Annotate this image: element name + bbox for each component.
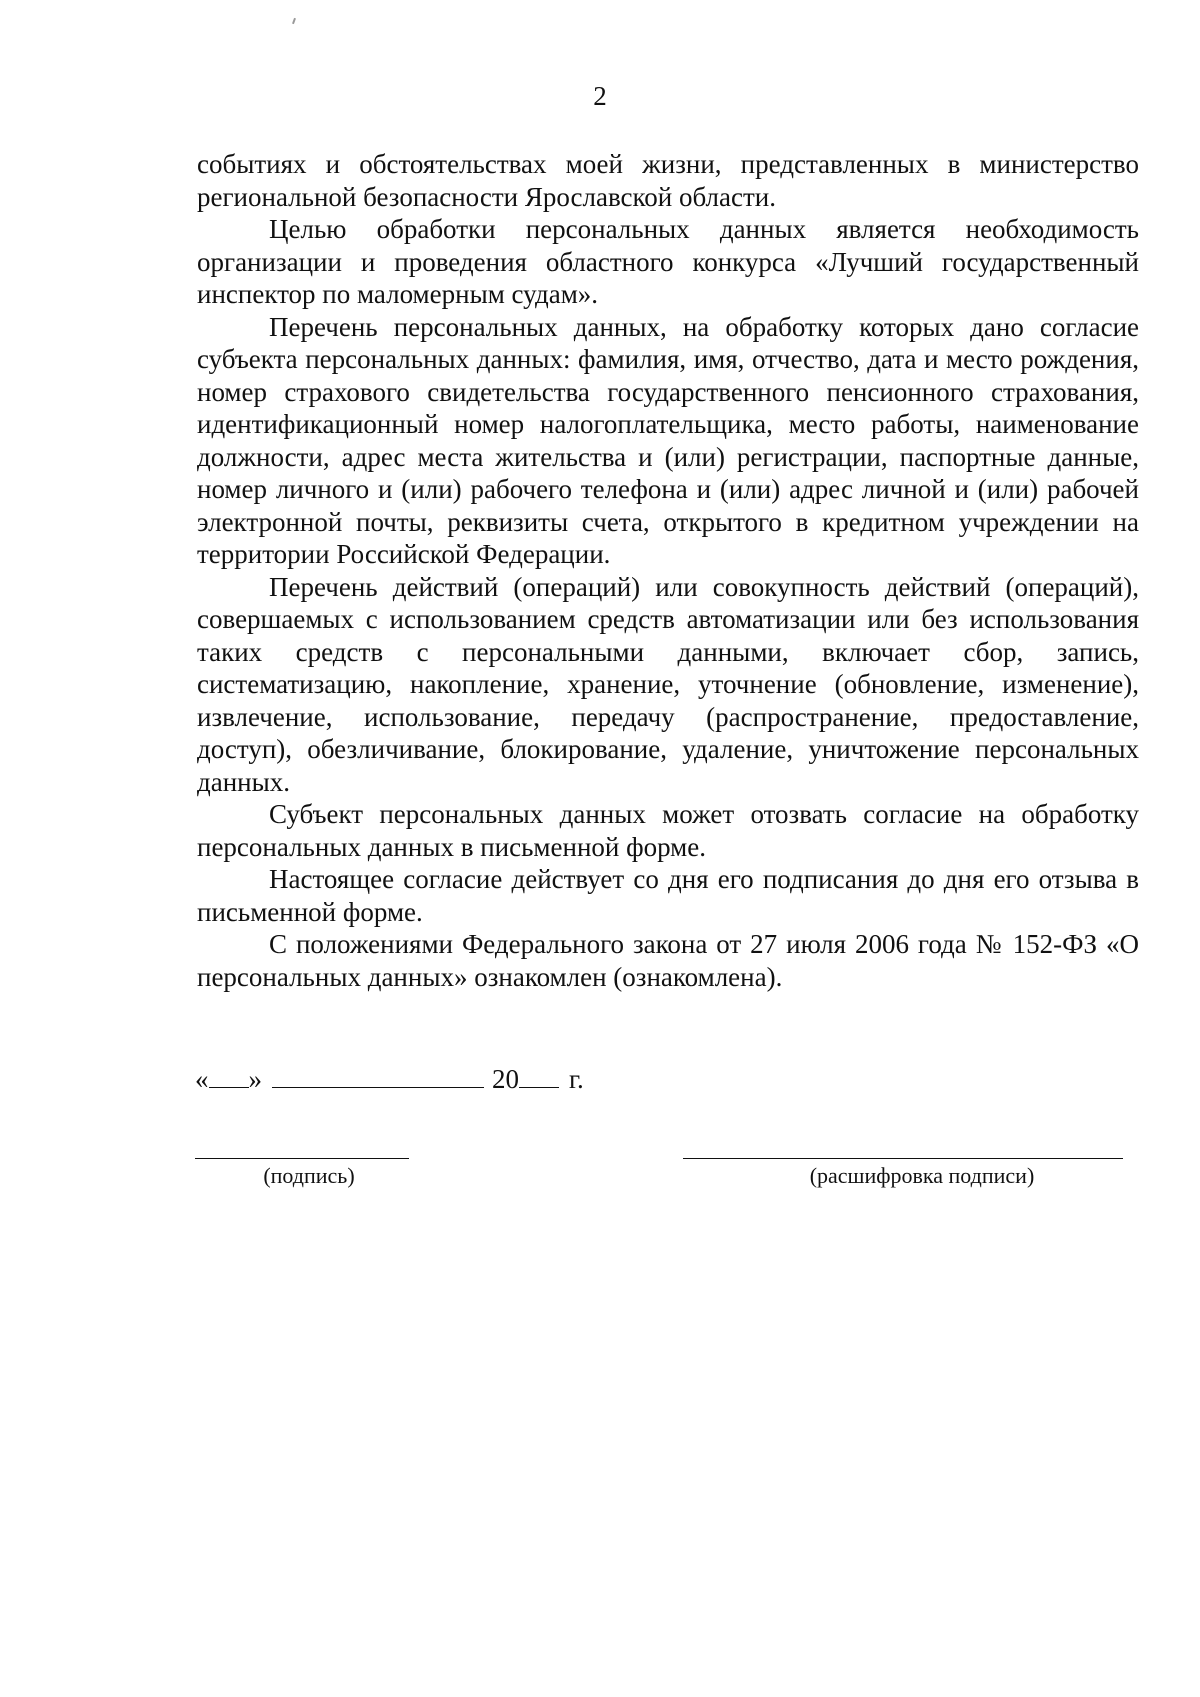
signature-line <box>195 1158 409 1159</box>
paragraph-revocation: Субъект персональных данных может отозвать согласие на обработку персональных данных в письменной форме. <box>197 799 1139 862</box>
signature-decoding-line <box>683 1158 1123 1159</box>
paragraph-validity: Настоящее согласие действует со дня его подписания до дня его отзыва в письменной форме. <box>197 864 1139 927</box>
signature-caption: (подпись) <box>263 1163 355 1188</box>
date-year-prefix: 20 <box>492 1064 519 1094</box>
date-year-blank <box>519 1063 559 1088</box>
date-close-quote: » <box>248 1064 262 1094</box>
signature-decoding-caption: (расшифровка подписи) <box>809 1163 1035 1188</box>
date-line <box>195 1063 584 1095</box>
scan-speck <box>292 18 296 24</box>
paragraph-data-list: Перечень персональных данных, на обработку которых дано согласие субъекта персональных данных: фамилия, имя, отчество, дата и место рождения, номер страхового свидетельства государственного пенсионного страхования, идентификационный номер налогоплательщика, место работы, наименование должности, адрес места жительства и (или) регистрации, паспортные данные, номер личного и (или) рабочего телефона и (или) адрес личной и (или) рабочей электронной почты, реквизиты счета, открытого в кредитном учреждении на территории Российской Федерации. <box>197 311 1139 569</box>
consent-body <box>197 148 1139 993</box>
date-open-quote: « <box>195 1064 209 1094</box>
paragraph-law-acknowledgement: С положениями Федерального закона от 27 июля 2006 года № 152-ФЗ «О персональных данных» ознакомлен (ознакомлена). <box>197 929 1139 992</box>
paragraph-continuation: событиях и обстоятельствах моей жизни, представленных в министерство региональной безопасности Ярославской области. <box>197 149 1139 212</box>
paragraph-operations: Перечень действий (операций) или совокупность действий (операций), совершаемых с использованием средств автоматизации или без использования таких средств с персональными данными, включает сбор, запись, систематизацию, накопление, хранение, уточнение (обновление, изменение), извлечение, использование, передачу (распространение, предоставление, доступ), обезличивание, блокирование, удаление, уничтожение персональных данных. <box>197 571 1139 797</box>
paragraph-purpose: Целью обработки персональных данных является необходимость организации и проведения областного конкурса «Лучший государственный инспектор по маломерным судам». <box>197 214 1139 309</box>
page-number: 2 <box>593 81 607 111</box>
date-month-blank <box>272 1063 484 1088</box>
date-day-blank <box>209 1063 249 1088</box>
date-year-suffix: г. <box>569 1064 584 1094</box>
